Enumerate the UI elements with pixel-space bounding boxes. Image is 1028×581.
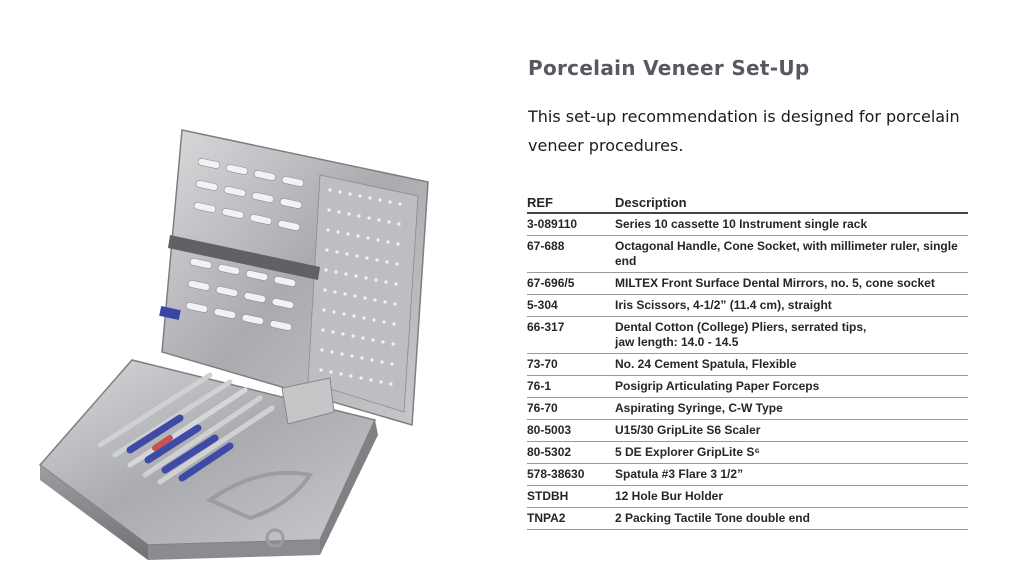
ref-cell: 80-5302 <box>527 442 615 464</box>
ref-cell: 73-70 <box>527 354 615 376</box>
ref-cell: 5-304 <box>527 295 615 317</box>
description-line: Series 10 cassette 10 Instrument single rack <box>615 217 868 231</box>
table-row <box>527 295 968 317</box>
description-line: Iris Scissors, 4-1/2” (11.4 cm), straight <box>615 298 832 312</box>
description-cell <box>615 295 968 317</box>
description-line: 2 Packing Tactile Tone double end <box>615 511 810 525</box>
description-cell <box>615 420 968 442</box>
description-line: 5 DE Explorer GripLite S⁶ <box>615 445 760 459</box>
table-body <box>527 213 968 530</box>
ref-cell: 67-696/5 <box>527 273 615 295</box>
description-cell <box>615 317 968 354</box>
table-row <box>527 213 968 236</box>
ref-cell: 76-70 <box>527 398 615 420</box>
description-line: Spatula #3 Flare 3 1/2” <box>615 467 744 481</box>
description-cell <box>615 464 968 486</box>
ref-cell: TNPA2 <box>527 508 615 530</box>
page-title: Porcelain Veneer Set-Up <box>528 56 810 80</box>
description-line: Posigrip Articulating Paper Forceps <box>615 379 820 393</box>
description-line: Aspirating Syringe, C-W Type <box>615 401 783 415</box>
ref-cell: STDBH <box>527 486 615 508</box>
ref-cell: 3-089110 <box>527 213 615 236</box>
description-cell <box>615 236 968 273</box>
table-row <box>527 376 968 398</box>
description-cell <box>615 376 968 398</box>
description-line: No. 24 Cement Spatula, Flexible <box>615 357 797 371</box>
description-cell <box>615 213 968 236</box>
ref-cell: 67-688 <box>527 236 615 273</box>
description-cell <box>615 354 968 376</box>
table-row <box>527 236 968 273</box>
description-cell <box>615 442 968 464</box>
ref-cell: 76-1 <box>527 376 615 398</box>
description-line: jaw length: 14.0 - 14.5 <box>615 335 739 349</box>
table-row <box>527 508 968 530</box>
ref-cell: 578-38630 <box>527 464 615 486</box>
table-row <box>527 420 968 442</box>
description-cell <box>615 398 968 420</box>
description-cell <box>615 508 968 530</box>
description-line: Octagonal Handle, Cone Socket, with millimeter ruler, single end <box>615 239 958 268</box>
description-cell <box>615 486 968 508</box>
description-line: MILTEX Front Surface Dental Mirrors, no. 5, cone socket <box>615 276 935 290</box>
table-row <box>527 273 968 295</box>
table-row <box>527 317 968 354</box>
description-line: Dental Cotton (College) Pliers, serrated tips, <box>615 320 867 334</box>
column-header-ref: REF <box>527 192 615 213</box>
cassette-base <box>40 360 378 560</box>
table-row <box>527 442 968 464</box>
ref-cell: 66-317 <box>527 317 615 354</box>
description-line: 12 Hole Bur Holder <box>615 489 724 503</box>
table-row <box>527 354 968 376</box>
description-cell <box>615 273 968 295</box>
description-line: U15/30 GripLite S6 Scaler <box>615 423 761 437</box>
table-row <box>527 464 968 486</box>
table-row <box>527 398 968 420</box>
instrument-cassette-image <box>20 120 470 575</box>
table-header-row <box>527 192 968 213</box>
intro-text: This set-up recommendation is designed for porcelain veneer procedures. <box>528 107 960 155</box>
instrument-table <box>527 192 968 530</box>
table-row <box>527 486 968 508</box>
ref-cell: 80-5003 <box>527 420 615 442</box>
column-header-description: Description <box>615 192 968 213</box>
